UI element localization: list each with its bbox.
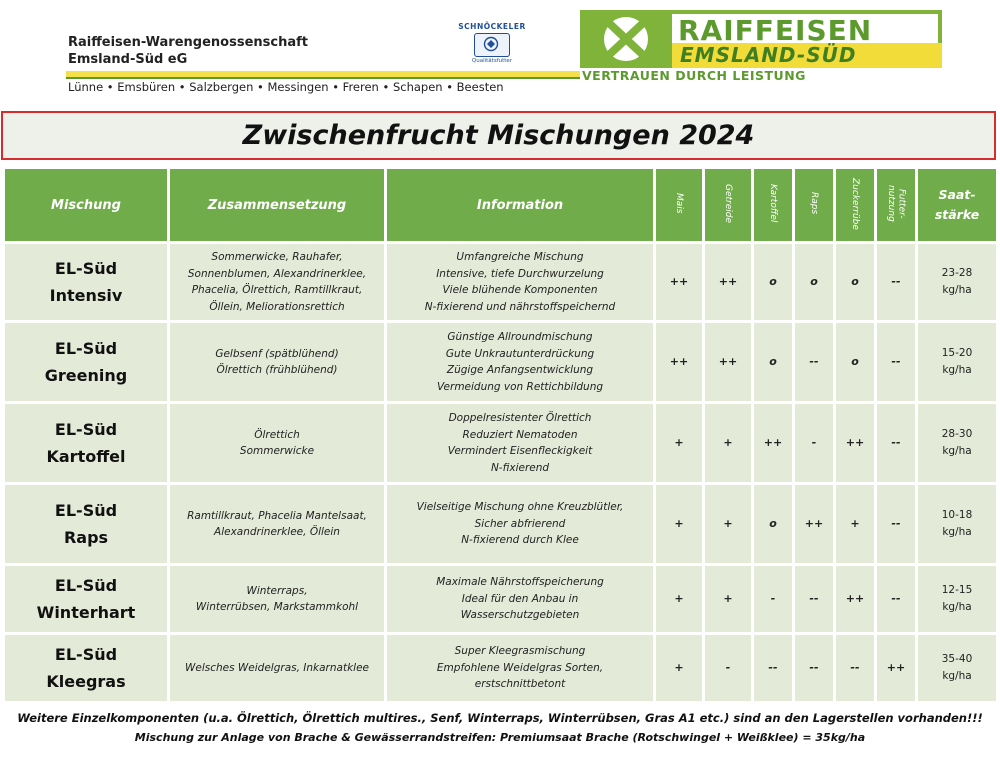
header-green-line [66, 77, 580, 79]
footer-note: Weitere Einzelkomponenten (u.a. Ölrettich, Ölrettich multires., Senf, Winterraps, Winterrübsen, Gras A1 etc.) sind an den Lagerstellen vorhanden!!! [17, 711, 983, 725]
information-line: Wasserschutzgebieten [460, 609, 580, 622]
information-line: Vermindert Eisenfleckigkeit [447, 445, 593, 457]
mix-name-line2: Kleegras [46, 672, 126, 691]
company-line-1: Raiffeisen-Warengenossenschaft [68, 35, 308, 50]
header-futter-line1: Futter- [896, 188, 907, 219]
information-line: N-fixierend durch Klee [461, 534, 579, 547]
header-saat-line2: stärke [934, 207, 980, 222]
information-line: N-fixierend [490, 461, 550, 474]
header-zuckerruebe-label: Zuckerrübe [850, 177, 861, 230]
saatstaerke-value [918, 323, 996, 401]
saat-unit: kg/ha [942, 526, 972, 538]
crossed-horses-icon [586, 14, 666, 64]
rating-kartoffel: o [754, 244, 792, 320]
rating-raps: o [795, 244, 833, 320]
saat-range: 12-15 [941, 584, 973, 596]
rating-kartoffel: - [754, 566, 792, 632]
composition-cell [170, 323, 384, 401]
information-line: Ideal für den Anbau in [461, 592, 579, 605]
header-information: Information [387, 169, 653, 241]
saat-range: 23-28 [941, 267, 973, 279]
header-getreide-label: Getreide [723, 183, 734, 224]
information-line: Doppelresistenter Ölrettich [448, 412, 592, 424]
rating-kartoffel: o [754, 323, 792, 401]
information-line: Zügige Anfangsentwicklung [446, 364, 594, 376]
composition-cell [170, 485, 384, 563]
mix-name [5, 323, 167, 401]
rating-futternutzung: ++ [877, 635, 915, 701]
header-zusammensetzung: Zusammensetzung [170, 169, 384, 241]
rating-futternutzung: -- [877, 485, 915, 563]
information-cell [387, 323, 653, 401]
header-futter-line2: nutzung [886, 185, 896, 222]
footer-brache-note: Mischung zur Anlage von Brache & Gewässerrandstreifen: Premiumsaat Brache (Rotschwingel + Weißklee) = 35kg/ha [134, 731, 866, 744]
rating-getreide: ++ [705, 323, 751, 401]
rating-raps: -- [795, 635, 833, 701]
rating-zuckerruebe: -- [836, 635, 874, 701]
header-futternutzung-label [886, 185, 907, 222]
header-kartoffel [754, 169, 792, 241]
composition-line: Alexandrinerklee, Öllein [214, 526, 340, 538]
saat-range: 10-18 [941, 509, 973, 521]
header-zuckerruebe [836, 169, 874, 241]
mix-name [5, 244, 167, 320]
mix-name-line2: Winterhart [36, 603, 136, 622]
information-cell [387, 566, 653, 632]
information-cell [387, 244, 653, 320]
rating-getreide: ++ [705, 244, 751, 320]
information-cell [387, 485, 653, 563]
saatstaerke-value [918, 635, 996, 701]
rating-kartoffel: ++ [754, 404, 792, 482]
information-line: Intensive, tiefe Durchwurzelung [436, 267, 604, 280]
composition-line: Öllein, Meliorationsrettich [209, 300, 345, 313]
mix-name-line1: EL-Süd [54, 645, 118, 664]
saatstaerke-value [918, 566, 996, 632]
saat-range: 28-30 [941, 428, 973, 440]
logo-slogan: VERTRAUEN DURCH LEISTUNG [582, 68, 806, 83]
information-line: Viele blühende Komponenten [442, 284, 598, 296]
table-row [5, 404, 996, 482]
logo-title: RAIFFEISEN [678, 14, 873, 47]
rating-raps: ++ [795, 485, 833, 563]
mix-name-line2: Raps [63, 528, 109, 547]
logo-subtitle: EMSLAND-SÜD [680, 43, 857, 67]
composition-line: Ölrettich [254, 428, 300, 441]
rating-zuckerruebe: + [836, 485, 874, 563]
header-saatstaerke [918, 169, 996, 241]
title-box [1, 111, 996, 160]
company-line-2: Emsland-Süd eG [68, 52, 188, 67]
information-line: N-fixierend und nährstoffspeichernd [424, 300, 616, 313]
saat-unit: kg/ha [942, 670, 972, 682]
table-row [5, 485, 996, 563]
mix-name [5, 485, 167, 563]
mix-name-line1: EL-Süd [54, 259, 118, 278]
information-line: Vermeidung von Rettichbildung [436, 380, 604, 393]
mix-table [2, 166, 999, 704]
information-line: Empfohlene Weidelgras Sorten, [436, 661, 604, 674]
rating-futternutzung: -- [877, 323, 915, 401]
seal-name: SCHNÖCKELER [458, 22, 526, 31]
composition-line: Gelbsenf (spätblühend) [215, 347, 339, 360]
mix-name-line2: Intensiv [49, 286, 123, 305]
header-mischung: Mischung [5, 169, 167, 241]
header-getreide [705, 169, 751, 241]
rating-futternutzung: -- [877, 244, 915, 320]
information-line: Super Kleegrasmischung [454, 645, 586, 658]
mix-name-line2: Greening [44, 366, 128, 385]
header-futternutzung [877, 169, 915, 241]
saatstaerke-value [918, 485, 996, 563]
composition-line: Winterrübsen, Markstammkohl [195, 601, 359, 613]
mix-name-line2: Kartoffel [46, 447, 126, 466]
table-row [5, 323, 996, 401]
information-line: erstschnittbetont [474, 678, 566, 691]
rating-raps: -- [795, 323, 833, 401]
saat-unit: kg/ha [942, 601, 972, 613]
header-raps [795, 169, 833, 241]
composition-line: Sommerwicke, Rauhafer, [211, 251, 343, 263]
rating-raps: -- [795, 566, 833, 632]
rating-getreide: + [705, 566, 751, 632]
mix-name-line1: EL-Süd [54, 576, 118, 595]
composition-line: Ramtillkraut, Phacelia Mantelsaat, [187, 509, 367, 522]
table-row [5, 635, 996, 701]
table-header-row [5, 169, 996, 241]
header-kartoffel-label: Kartoffel [768, 184, 779, 223]
information-cell [387, 404, 653, 482]
saat-unit: kg/ha [942, 364, 972, 376]
information-line: Vielseitige Mischung ohne Kreuzblütler, [416, 501, 624, 514]
rating-zuckerruebe: o [836, 244, 874, 320]
rating-kartoffel: o [754, 485, 792, 563]
table-row [5, 244, 996, 320]
saatstaerke-value [918, 244, 996, 320]
saat-unit: kg/ha [942, 445, 972, 457]
saat-range: 15-20 [941, 347, 973, 359]
mix-name [5, 404, 167, 482]
composition-cell [170, 244, 384, 320]
composition-line: Phacelia, Ölrettich, Ramtillkraut, [191, 284, 363, 296]
composition-line: Winterraps, [246, 584, 308, 597]
rating-mais: ++ [656, 244, 702, 320]
schnoeckeler-logo [444, 22, 540, 72]
raiffeisen-logo [580, 10, 942, 82]
rating-getreide: - [705, 635, 751, 701]
composition-cell [170, 566, 384, 632]
seal-subtitle: Qualitätsfutter [471, 58, 513, 64]
rating-futternutzung: -- [877, 566, 915, 632]
saat-range: 35-40 [941, 653, 973, 665]
information-cell [387, 635, 653, 701]
composition-cell [170, 404, 384, 482]
rating-zuckerruebe: ++ [836, 566, 874, 632]
rating-kartoffel: -- [754, 635, 792, 701]
rating-mais: + [656, 635, 702, 701]
mix-name-line1: EL-Süd [54, 501, 118, 520]
rating-futternutzung: -- [877, 404, 915, 482]
composition-line: Welsches Weidelgras, Inkarnatklee [185, 661, 369, 674]
mix-name [5, 635, 167, 701]
saatstaerke-value [918, 404, 996, 482]
rating-mais: ++ [656, 323, 702, 401]
composition-line: Sommerwicke [239, 445, 315, 457]
saat-unit: kg/ha [942, 284, 972, 296]
information-line: Reduziert Nematoden [462, 428, 578, 441]
composition-line: Ölrettich (frühblühend) [216, 364, 338, 376]
information-line: Günstige Allroundmischung [447, 331, 593, 343]
rating-raps: - [795, 404, 833, 482]
header-saat-line1: Saat- [938, 187, 976, 202]
seal-badge-icon [474, 33, 510, 57]
mix-name-line1: EL-Süd [54, 420, 118, 439]
mix-name [5, 566, 167, 632]
information-line: Maximale Nährstoffspeicherung [436, 576, 604, 589]
information-line: Gute Unkrautunterdrückung [445, 347, 595, 360]
header-raps-label: Raps [809, 192, 820, 215]
composition-cell [170, 635, 384, 701]
company-name [68, 34, 308, 68]
rating-mais: + [656, 566, 702, 632]
information-line: Sicher abfrierend [474, 517, 566, 530]
table-row [5, 566, 996, 632]
rating-zuckerruebe: o [836, 323, 874, 401]
rating-mais: + [656, 404, 702, 482]
rating-getreide: + [705, 485, 751, 563]
locations-line: Lünne • Emsbüren • Salzbergen • Messingen • Freren • Schapen • Beesten [68, 80, 504, 94]
mix-name-line1: EL-Süd [54, 339, 118, 358]
information-line: Umfangreiche Mischung [456, 251, 584, 263]
header-mais [656, 169, 702, 241]
header-mais-label: Mais [674, 193, 685, 214]
rating-getreide: + [705, 404, 751, 482]
page-title: Zwischenfrucht Mischungen 2024 [242, 120, 755, 151]
composition-line: Sonnenblumen, Alexandrinerklee, [187, 267, 367, 280]
rating-mais: + [656, 485, 702, 563]
rating-zuckerruebe: ++ [836, 404, 874, 482]
